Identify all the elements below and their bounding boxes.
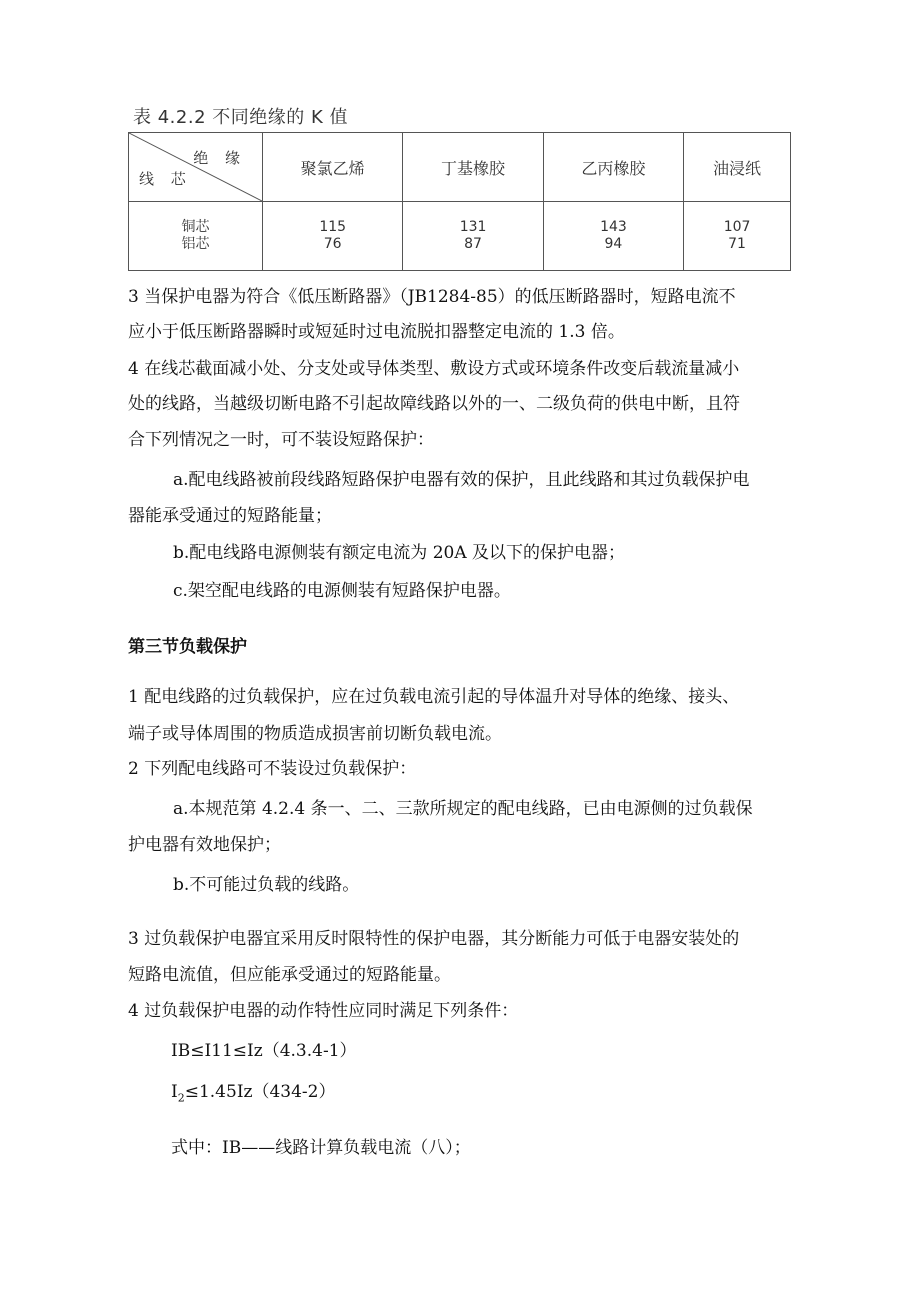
cell-value: 94 xyxy=(604,236,623,252)
list-item-a: a.配电线路被前段线路短路保护电器有效的保护，且此线路和其过负载保护电 xyxy=(173,470,750,490)
paragraph-line: 1 配电线路的过负载保护，应在过负载电流引起的导体温升对导体的绝缘、接头、 xyxy=(128,687,740,707)
formula-note: 式中：IB——线路计算负载电流（八）； xyxy=(171,1138,471,1158)
row-label: 铜芯 xyxy=(181,219,210,235)
list-item-a: a.本规范第 4.2.4 条一、二、三款所规定的配电线路，已由电源侧的过负载保 xyxy=(173,799,753,819)
section-heading: 第三节负载保护 xyxy=(128,637,247,657)
column-header: 聚氯乙烯 xyxy=(263,133,403,202)
table-header-row xyxy=(129,133,791,202)
list-item-b: b.配电线路电源侧装有额定电流为 20A 及以下的保护电器； xyxy=(173,543,626,563)
list-item-b: b.不可能过负载的线路。 xyxy=(173,875,360,895)
table-data-row xyxy=(129,202,791,271)
paragraph-line: 短路电流值，但应能承受通过的短路能量。 xyxy=(128,965,451,985)
formula-2 xyxy=(171,1075,336,1115)
diag-top-label: 绝 缘 xyxy=(193,149,246,167)
paragraph-line: 4 在线芯截面减小处、分支处或导体类型、敷设方式或环境条件改变后载流量减小 xyxy=(128,359,740,379)
cell-value: 87 xyxy=(464,236,482,252)
formula-2-rest: ≤1.45Iz（434-2） xyxy=(184,1082,336,1102)
formula-2-subscript: 2 xyxy=(177,1091,185,1105)
cell-value: 143 xyxy=(600,219,627,235)
k-value-table xyxy=(128,132,791,271)
cell-value: 71 xyxy=(728,236,746,252)
table-cell xyxy=(543,202,683,271)
cell-value: 131 xyxy=(459,219,487,235)
table-cell xyxy=(403,202,543,271)
column-header: 乙丙橡胶 xyxy=(543,133,683,202)
table-caption: 表 4.2.2 不同绝缘的 K 值 xyxy=(133,107,348,128)
paragraph-line: 4 过负载保护电器的动作特性应同时满足下列条件： xyxy=(128,1001,519,1021)
paragraph-line: 应小于低压断路器瞬时或短延时过电流脱扣器整定电流的 1.3 倍。 xyxy=(128,322,625,342)
paragraph-line: 合下列情况之一时，可不装设短路保护： xyxy=(128,430,434,450)
list-item-a-cont: 护电器有效地保护； xyxy=(128,835,281,855)
paragraph-line: 3 当保护电器为符合《低压断路器》（JB1284-85）的低压断路器时，短路电流不 xyxy=(128,287,736,307)
paragraph-line: 处的线路，当越级切断电路不引起故障线路以外的一、二级负荷的供电中断，且符 xyxy=(128,394,740,414)
cell-value: 76 xyxy=(323,236,342,252)
list-item-c: c.架空配电线路的电源侧装有短路保护电器。 xyxy=(173,581,511,601)
table-cell xyxy=(684,202,791,271)
column-header: 油浸纸 xyxy=(684,133,791,202)
formula-2-base: I xyxy=(171,1082,178,1102)
paragraph-line: 3 过负载保护电器宜采用反时限特性的保护电器，其分断能力可低于电器安装处的 xyxy=(128,929,740,949)
table-cell xyxy=(263,202,403,271)
cell-value: 107 xyxy=(723,219,751,235)
diagonal-header-cell xyxy=(129,133,263,202)
paragraph-line: 端子或导体周围的物质造成损害前切断负载电流。 xyxy=(128,724,502,744)
formula-1: IB≤I11≤Iz（4.3.4-1） xyxy=(171,1041,357,1061)
cell-value: 115 xyxy=(319,219,347,235)
paragraph-line: 2 下列配电线路可不装设过负载保护： xyxy=(128,759,417,779)
diag-bottom-label: 线 芯 xyxy=(139,170,192,188)
column-header: 丁基橡胶 xyxy=(403,133,543,202)
list-item-a-cont: 器能承受通过的短路能量； xyxy=(128,506,332,526)
row-label: 铝芯 xyxy=(181,236,210,252)
row-label-cell xyxy=(129,202,263,271)
